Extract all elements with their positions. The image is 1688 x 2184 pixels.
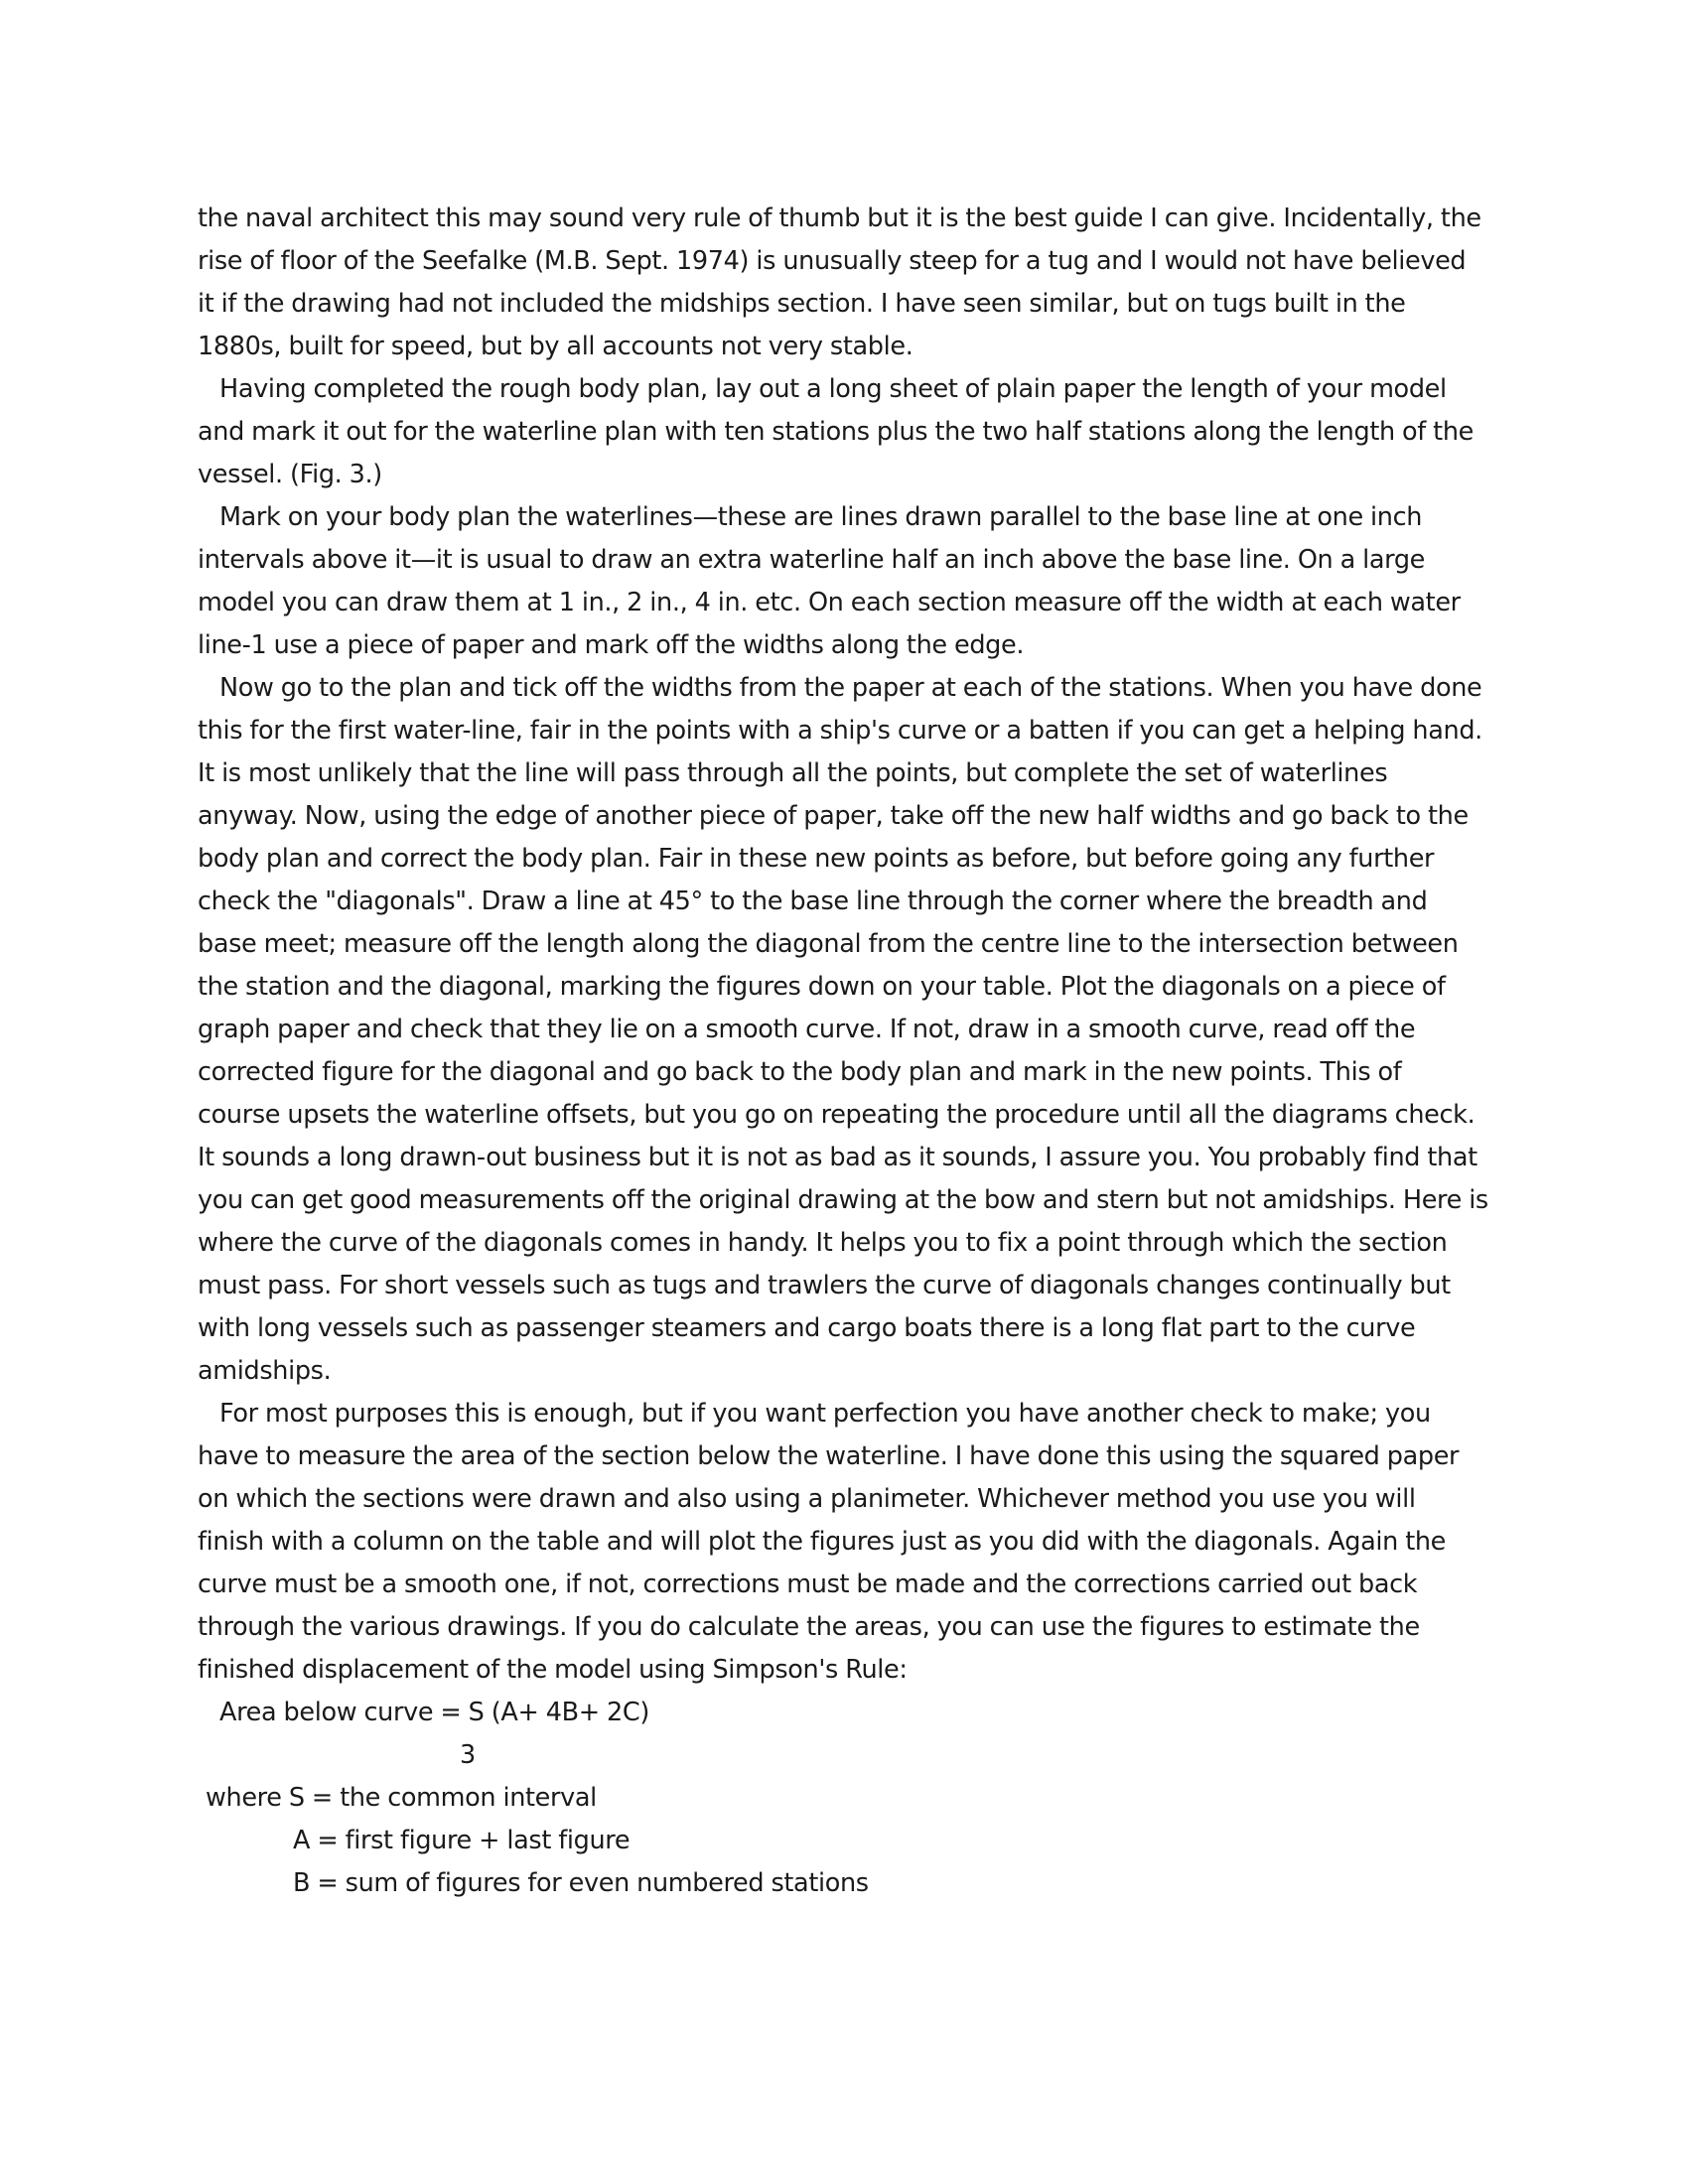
paragraph-continuation: the naval architect this may sound very rule of thumb but it is the best guide I can give. Incidentally, the rise of floor of the Seefalke (M.B. Sept. 1974) is unusually steep for a tug and I would not have believed it if the drawing had not included the midships section. I have seen similar, but on tugs built in the 1880s, built for speed, but by all accounts not very stable. <box>198 204 1481 361</box>
formula-definition-a: A = first figure + last figure <box>293 1826 631 1855</box>
paragraph-waterlines: Mark on your body plan the waterlines—these are lines drawn parallel to the base line at one inch intervals above it—it is usual to draw an extra waterline half an inch above the base line. On a large model you can draw them at 1 in., 2 in., 4 in. etc. On each section measure off the width at each water line-1 use a piece of paper and mark off the widths along the edge. <box>198 502 1461 660</box>
body-text <box>198 198 1488 1905</box>
paragraph-diagonals: Now go to the plan and tick off the widths from the paper at each of the stations. When you have done this for the first water-line, fair in the points with a ship's curve or a batten if you can get a helping hand. It is most unlikely that the line will pass through all the points, but complete the set of waterlines anyway. Now, using the edge of another piece of paper, take off the new half widths and go back to the body plan and correct the body plan. Fair in these new points as before, but before going any further check the "diagonals". Draw a line at 45° to the base line through the corner where the breadth and base meet; measure off the length along the diagonal from the centre line to the intersection between the station and the diagonal, marking the figures down on your table. Plot the diagonals on a piece of graph paper and check that they lie on a smooth curve. If not, draw in a smooth curve, read off the corrected figure for the diagonal and go back to the body plan and mark in the new points. This of course upsets the waterline offsets, but you go on repeating the procedure until all the diagrams check. It sounds a long drawn-out business but it is not as bad as it sounds, I assure you. You probably find that you can get good measurements off the original drawing at the bow and stern but not amidships. Here is where the curve of the diagonals comes in handy. It helps you to fix a point through which the section must pass. For short vessels such as tugs and trawlers the curve of diagonals changes continually but with long vessels such as passenger steamers and cargo boats there is a long flat part to the curve amidships. <box>198 673 1488 1386</box>
formula-where-line: where S = the common interval <box>206 1783 597 1813</box>
paragraph-body-plan: Having completed the rough body plan, lay out a long sheet of plain paper the length of your model and mark it out for the waterline plan with ten stations plus the two half stations along the length of the vessel. (Fig. 3.) <box>198 374 1474 489</box>
paragraph-area-check: For most purposes this is enough, but if you want perfection you have another check to make; you have to measure the area of the section below the waterline. I have done this using the squared paper on which the sections were drawn and also using a planimeter. Whichever method you use you will finish with a column on the table and will plot the figures just as you did with the diagonals. Again the curve must be a smooth one, if not, corrections must be made and the corrections carried out back through the various drawings. If you do calculate the areas, you can use the figures to estimate the finished displacement of the model using Simpson's Rule: <box>198 1399 1460 1685</box>
simpsons-rule-formula: Area below curve = S (A+ 4B+ 2C) <box>219 1698 649 1727</box>
formula-denominator: 3 <box>460 1740 476 1770</box>
formula-definition-b: B = sum of figures for even numbered stations <box>293 1868 869 1898</box>
